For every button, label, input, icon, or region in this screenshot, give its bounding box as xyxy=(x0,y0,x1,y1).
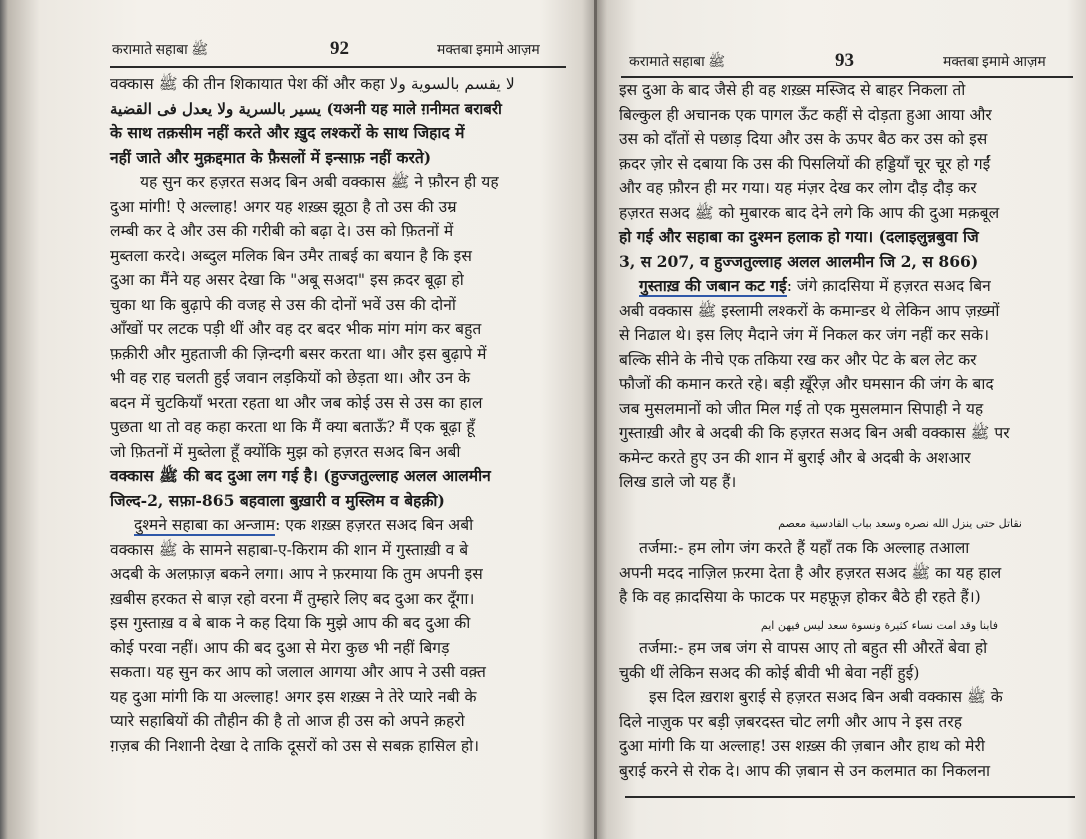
text-line: दुआ मांगी! ऐ अल्लाह! अगर यह शख़्स झूठा है तो उस की उम्र xyxy=(110,197,457,216)
arabic-verse-1: نقاتل حتى ينزل الله نصره وسعد بباب القادسية معصم xyxy=(778,517,1022,530)
text-line: से निढाल थे। इस लिए मैदाने जंग में निकल कर जंग नहीं कर सके। xyxy=(619,326,990,344)
text-line: जो फ़ितनों में मुब्तेला हूँ क्योंकि मुझ को हज़रत सअद बिन अबी xyxy=(110,442,461,461)
text-line: 3, स 207, व हुज्जतुल्लाह अलल आलमीन जि 2, स 866) xyxy=(619,251,979,271)
right-footer-rule xyxy=(625,796,1075,798)
right-page-number: 93 xyxy=(835,50,854,71)
heading-tongue-cut: गुस्ताख़ की जबान कट गई xyxy=(639,276,787,295)
text-line: उस को दाँतों से पछाड़ दिया और उस के ऊपर बैठ कर उस को इस xyxy=(619,130,988,148)
text-line: يسير بالسرية ولا يعدل فى القضية (यअनी यह माले ग़नीमत बराबरी xyxy=(110,99,502,118)
text-line: प्यारे सहाबियों की तौहीन की है तो आज ही उस को अपने क़हरो xyxy=(110,712,465,730)
text-line: फ़क़ीरी और मुहताजी की ज़िन्दगी बसर करता था। और इस बुढ़ापे में xyxy=(110,344,487,363)
text-line: अबी वक्कास ﷺ इस्लामी लश्करों के कमान्डर थे लेकिन आप ज़ख़्मों xyxy=(619,301,1000,320)
text-line: दुआ का मैंने यह असर देखा कि "अबू सअदा" इस क़दर बूढ़ा हो xyxy=(110,271,464,289)
text-line: है कि वह क़ादसिया के फाटक पर महफ़ूज़ होकर बैठे ही रहते हैं।) xyxy=(619,588,981,606)
left-body-text xyxy=(110,72,568,758)
text-line: बल्कि सीने के नीचे एक तकिया रख कर और पेट के बल लेट कर xyxy=(619,350,977,369)
text-line: बदन में चुटकियाँ भरता रहता था और जब कोई उस से उस का हाल xyxy=(110,393,483,412)
text-line: बिल्कुल ही अचानक एक पागल ऊँट कहीं से दोड़ता हुआ आया और xyxy=(619,105,992,124)
text-line: ख़बीस हरकत से बाज़ रहो वरना मैं तुम्हारे लिए बद दुआ कर दूँगा। xyxy=(110,589,475,608)
text-line: और वह फ़ौरन ही मर गया। यह मंज़र देख कर लोग दौड़ दौड़ कर xyxy=(619,179,977,197)
text-line: कोई परवा नहीं। आप की बद दुआ से मेरा कुछ भी नहीं बिगड़ xyxy=(110,638,450,657)
text-line: इस दिल ख़राश बुराई से हज़रत सअद बिन अबी वक्कास ﷺ के xyxy=(649,688,1003,706)
text-line: लिख डाले जो यह हैं। xyxy=(619,473,737,491)
text-line: फौजों की कमान करते रहे। बड़ी ख़ूँरेज़ और घमसान की जंग के बाद xyxy=(619,375,994,393)
text-line: वक्कास ﷺ की तीन शिकायात पेश कीं और कहा لا يقسم بالسوية ولا xyxy=(110,75,515,93)
text-line: आँखों पर लटक पड़ी थीं और वह दर बदर भीक मांग मांग कर बहुत xyxy=(110,320,482,338)
text-line: मुब्तला करदे। अब्दुल मलिक बिन उमैर ताबई का बयान है कि इस xyxy=(110,246,472,265)
text-line: दिले नाज़ुक पर बड़ी ज़बरदस्त चोट लगी और आप ने इस तरह xyxy=(619,712,962,731)
text-line: जब मुसलमानों को जीत मिल गई तो एक मुसलमान सिपाही ने यह xyxy=(619,399,984,418)
text-line: पुछता था तो वह कहा करता था कि मैं क्या बताऊँ? मैं एक बूढ़ा हूँ xyxy=(110,418,475,436)
left-header-rule xyxy=(110,66,566,68)
text-line: लम्बी कर दे और उस की गरीबी को बढ़ा दे। उस को फ़ितनों में xyxy=(110,222,454,240)
text-line: नहीं जाते और मुक़द्दमात के फ़ैसलों में इन्साफ़ नहीं करते) xyxy=(110,147,432,167)
text-line: दुश्मने सहाबा का अन्जाम: एक शख़्स हज़रत सअद बिन अबी xyxy=(134,516,474,534)
arabic-verse-2: فابنا وقد امت نساء كثيرة ونسوة سعد ليس فيهن ايم xyxy=(760,619,998,632)
text-line: गुस्ताख़ की जबान कट गई: जंगे क़ादसिया में हज़रत सअद बिन xyxy=(639,276,991,295)
text-line: चुका था कि बुढ़ापे की वजह से उस की दोनों भवें उस की दोनों xyxy=(110,295,456,314)
text-line: बुराई करने से रोक दे। आप की ज़बान से उन कलमात का निकलना xyxy=(619,761,991,780)
text-line: जिल्द-2, सफ़ा-865 बहवाला बुख़ारी व मुस्लिम व बेहक़ी) xyxy=(110,490,445,510)
text-line: भी वह राह चलती हुई जवान लड़कियों को छेड़ता था। और उन के xyxy=(110,369,471,387)
text-line: इस गुस्ताख़ व बे बाक ने कह दिया कि मुझे आप की बद दुआ की xyxy=(110,614,471,632)
text-line: अदबी के अलफ़ाज़ बकने लगा। आप ने फ़रमाया कि तुम अपनी इस xyxy=(110,565,483,583)
right-header-publisher: मक्तबा इमामे आज़म xyxy=(943,55,1046,70)
text-line: यह सुन कर हज़रत सअद बिन अबी वक्कास ﷺ ने फ़ौरन ही यह xyxy=(140,173,499,191)
left-header-publisher: मक्तबा इमामे आज़म xyxy=(437,43,540,58)
right-body-text-3 xyxy=(619,636,1075,783)
text-line: गुस्ताख़ी और बे अदबी की कि हज़रत सअद बिन अबी वक्कास ﷺ पर xyxy=(619,424,1010,442)
text-line: वक्कास ﷺ की बद दुआ लग गई है। (हुज्जतुल्लाह अलल आलमीन xyxy=(110,466,491,485)
text-line: तर्जमा:- हम लोग जंग करते हैं यहाँ तक कि अल्लाह तआला xyxy=(639,539,970,557)
right-page xyxy=(597,0,1086,839)
text-line: अपनी मदद नाज़िल फ़रमा देता है और हज़रत सअद ﷺ का यह हाल xyxy=(619,563,1002,582)
text-line: यह दुआ मांगी कि या अल्लाह! अगर इस शख़्स ने तेरे प्यारे नबी के xyxy=(110,687,477,706)
text-line: कमेन्ट करते हुए उन की शान में बुराई और बे अदबी के अशआर xyxy=(619,448,971,467)
left-header-title: करामाते सहाबा ﷺ xyxy=(112,43,209,58)
text-line: सकता। यह सुन कर आप को जलाल आगया और आप ने उसी वक़्त xyxy=(110,663,486,681)
text-line: तर्जमा:- हम जब जंग से वापस आए तो बहुत सी औरतें बेवा हो xyxy=(639,639,988,657)
text-line: के साथ तक़सीम नहीं करते और ख़ुद लश्करों के साथ जिहाद में xyxy=(110,123,465,142)
text-line: हो गई और सहाबा का दुश्मन हलाक हो गया। (दलाइलुन्नबुवा जि xyxy=(619,227,979,246)
text-line: इस दुआ के बाद जैसे ही वह शख़्स मस्जिद से बाहर निकला तो xyxy=(619,81,966,99)
text-line: दुआ मांगी कि या अल्लाह! उस शख़्स की ज़बान और हाथ को मेरी xyxy=(619,737,985,755)
text-line: चुकी थीं लेकिन सअद की कोई बीवी भी बेवा नहीं हुई) xyxy=(619,663,920,682)
text-line: क़दर ज़ोर से दबाया कि उस की पिसलियों की हड्डियाँ चूर चूर हो गईं xyxy=(619,154,991,173)
left-page-number: 92 xyxy=(330,38,349,59)
text-line: वक्कास ﷺ के सामने सहाबा-ए-किराम की शान में गुस्ताख़ी व बे xyxy=(110,540,469,559)
right-header-title: करामाते सहाबा ﷺ xyxy=(629,55,726,70)
heading-enemies-of-sahaba: दुश्मने सहाबा का अन्जाम xyxy=(134,516,276,534)
text-line: ग़ज़ब की निशानी देखा दे ताकि दूसरों को उस से सबक़ हासिल हो। xyxy=(110,736,480,755)
right-body-text-1 xyxy=(619,78,1075,495)
text-line: हज़रत सअद ﷺ को मुबारक बाद देने लगे कि आप की दुआ मक़बूल xyxy=(619,203,1000,222)
right-body-text-2 xyxy=(619,536,1075,610)
